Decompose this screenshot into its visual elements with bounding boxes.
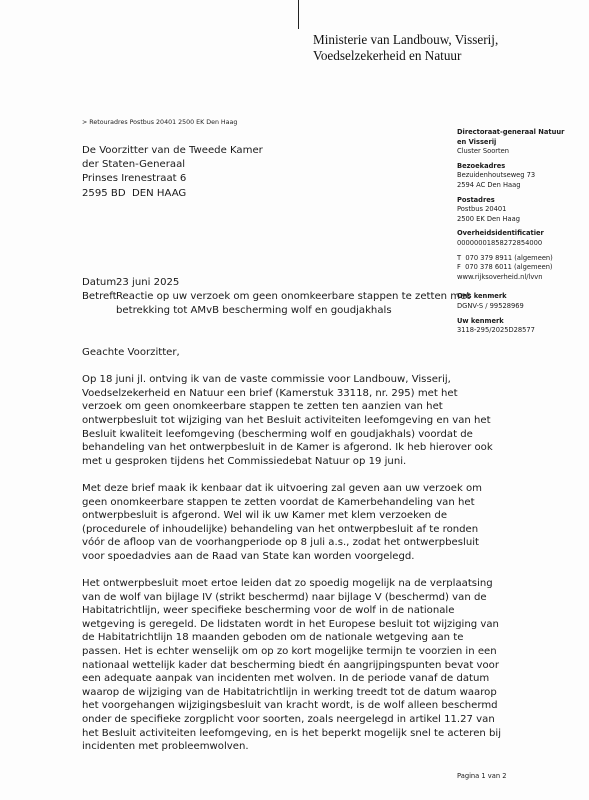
body-line: onder de specifieke zorgplicht voor soorten, zoals neergelegd in artikel 11.27 van bbox=[82, 714, 495, 726]
letter-meta bbox=[82, 276, 471, 319]
body-line: Met deze brief maak ik kenbaar dat ik uitvoering zal geven aan uw verzoek om bbox=[82, 482, 483, 494]
return-address: > Retouradres Postbus 20401 2500 EK Den Haag bbox=[82, 119, 238, 126]
body-line: behandeling van het ontwerpbesluit in de Kamer is afgerond. Ik heb hierover ook bbox=[82, 442, 493, 454]
greeting: Geachte Voorzitter, bbox=[82, 347, 180, 358]
body-line: Besluit kwaliteit leefomgeving (bescherming wolf en goudjakhals) voordat de bbox=[82, 428, 473, 440]
body-line: geen onomkeerbare stappen te zetten voordat de Kamerbehandeling van het bbox=[82, 496, 475, 508]
body-line: het voorgehangen wijzigingsbesluit van kracht wordt, is de wolf alleen beschermd bbox=[82, 700, 498, 712]
our-ref: DGNV-S / 99528969 bbox=[457, 301, 524, 310]
date-value: 23 juni 2025 bbox=[116, 277, 180, 288]
post-line: Postbus 20401 bbox=[457, 205, 507, 214]
body-line: wetgeving is geregeld. De lidstaten wordt in het Europese besluit tot wijziging van bbox=[82, 618, 499, 630]
your-ref: 3118-295/2025D28577 bbox=[457, 326, 535, 335]
body-line: verzoek om geen onomkeerbare stappen te zetten ten aanzien van het bbox=[82, 401, 443, 413]
ministry-line: Voedselzekerheid en Natuur bbox=[313, 48, 462, 63]
body-line: nationaal wettelijk kader dat bescherming biedt én aangrijpingspunten bevat voor bbox=[82, 659, 500, 671]
body-line: vóór de afloop van de voorhangperiode op 8 juli a.s., zodat het ontwerpbesluit bbox=[82, 537, 479, 549]
subject-line: Reactie op uw verzoek om geen onomkeerbare stappen te zetten met bbox=[116, 291, 471, 303]
paragraph bbox=[82, 577, 502, 754]
post-line: 2500 EK Den Haag bbox=[457, 214, 520, 223]
body-line: ontwerpbesluit tot wijziging van het Besluit activiteiten leefomgeving en van het bbox=[82, 414, 491, 426]
org-name: Directoraat-generaal Natuur bbox=[457, 128, 565, 136]
letter-body bbox=[82, 346, 502, 767]
body-line: een adequate aanpak van incidenten met wolven. In de periode vanaf de datum bbox=[82, 673, 490, 685]
subject-value bbox=[116, 290, 470, 318]
logo-bar bbox=[298, 0, 299, 29]
body-line: de Habitatrichtlijn 18 maanden geboden om de nationale wetgeving aan te bbox=[82, 632, 464, 644]
paragraph bbox=[82, 482, 483, 564]
date-label: Datum bbox=[82, 277, 117, 288]
visit-line: Bezuidenhoutseweg 73 bbox=[457, 171, 536, 180]
gov-id: 00000001858272854000 bbox=[457, 238, 543, 247]
ministry-line: Ministerie van Landbouw, Visserij, bbox=[313, 32, 499, 47]
body-line: (procedurele of inhoudelijke) behandeling van het ontwerpbesluit af te ronden bbox=[82, 523, 479, 535]
your-ref-label: Uw kenmerk bbox=[457, 316, 504, 325]
org-sub: Cluster Soorten bbox=[457, 147, 510, 156]
paragraph bbox=[82, 373, 493, 468]
website-link[interactable]: www.rijksoverheid.nl/lvvn bbox=[457, 272, 543, 281]
body-line: voor spoedadvies aan de Raad van State kan worden voorgelegd. bbox=[82, 550, 415, 562]
body-line: ontwerpbesluit is afgerond. Wel wil ik uw Kamer met klem verzoeken de bbox=[82, 510, 448, 522]
subject-line: betrekking tot AMvB bescherming wolf en goudjakhals bbox=[116, 305, 392, 317]
addressee-line: De Voorzitter van de Tweede Kamer bbox=[82, 145, 263, 156]
addressee bbox=[82, 144, 263, 201]
body-line: waarop de wijziging van de Habitatrichtlijn in werking treedt tot de datum waarop bbox=[82, 686, 497, 698]
body-line: Het ontwerpbesluit moet ertoe leiden dat zo spoedig mogelijk na de verplaatsing bbox=[82, 578, 493, 590]
our-ref-label: Ons kenmerk bbox=[457, 292, 507, 301]
date-row bbox=[82, 276, 442, 290]
body-line: Habitatrichtlijn, weer specifieke bescherming voor de wolf in de nationale bbox=[82, 605, 455, 617]
body-line: passen. Het is echter wenselijk om op zo kort mogelijke termijn te voorzien in een bbox=[82, 646, 497, 658]
ministry-name bbox=[313, 32, 498, 64]
visit-line: 2594 AC Den Haag bbox=[457, 180, 521, 189]
body-line: incidenten met probleemwolven. bbox=[82, 741, 249, 753]
sender-sidebar bbox=[457, 128, 585, 336]
addressee-line: Prinses Irenestraat 6 bbox=[82, 173, 187, 185]
subject-label: Betreft bbox=[82, 291, 117, 303]
gov-id-label: Overheidsidentificatier bbox=[457, 229, 544, 238]
body-line: Op 18 juni jl. ontving ik van de vaste commissie voor Landbouw, Visserij, bbox=[82, 374, 451, 386]
post-label: Postadres bbox=[457, 195, 495, 204]
visit-label: Bezoekadres bbox=[457, 161, 506, 170]
body-line: met u gesproken tijdens het Commissiedebat Natuur op 19 juni. bbox=[82, 455, 407, 467]
subject-row bbox=[82, 290, 471, 318]
org-name: en Visserij bbox=[457, 137, 497, 146]
body-line: van de wolf van bijlage IV (strikt beschermd) naar bijlage V (beschermd) van de bbox=[82, 591, 487, 603]
phone: T 070 379 8911 (algemeen) bbox=[457, 253, 553, 262]
addressee-line: 2595 BD DEN HAAG bbox=[82, 187, 187, 199]
addressee-line: der Staten-Generaal bbox=[82, 159, 186, 171]
page-number: Pagina 1 van 2 bbox=[457, 772, 507, 780]
body-line: Voedselzekerheid en Natuur een brief (Kamerstuk 33118, nr. 295) met het bbox=[82, 387, 458, 399]
body-line: het Besluit activiteiten leefomgeving, en is het beperkt mogelijk snel te acteren bij bbox=[82, 727, 502, 739]
fax: F 070 378 6011 (algemeen) bbox=[457, 263, 553, 272]
